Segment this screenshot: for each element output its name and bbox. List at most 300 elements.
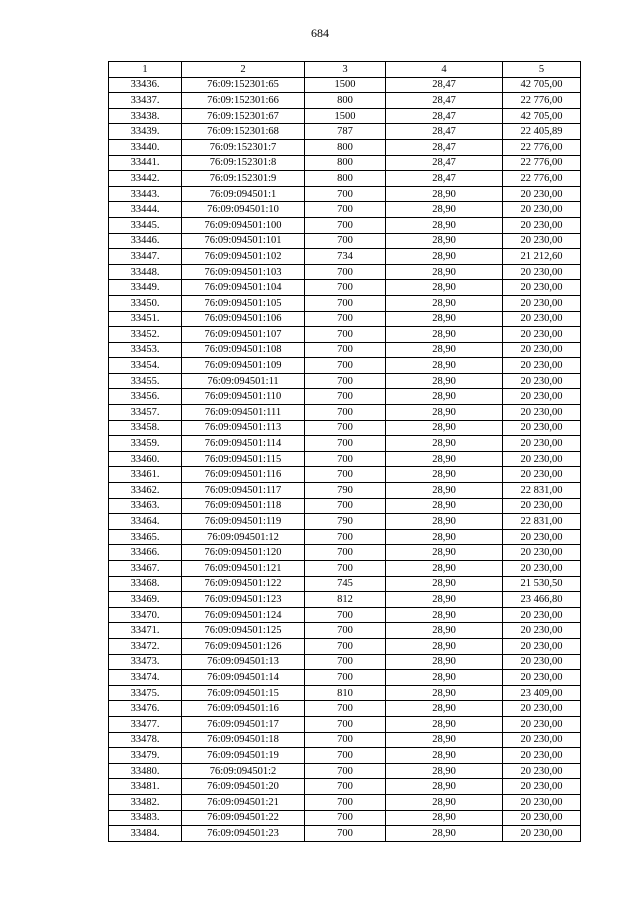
rate-cell: 28,90 xyxy=(386,498,503,514)
area-cell: 700 xyxy=(305,826,386,842)
cadastral-number-cell: 76:09:094501:124 xyxy=(182,607,305,623)
cadastral-number-cell: 76:09:094501:17 xyxy=(182,716,305,732)
amount-cell: 20 230,00 xyxy=(503,748,581,764)
amount-cell: 20 230,00 xyxy=(503,763,581,779)
cadastral-number-cell: 76:09:094501:22 xyxy=(182,810,305,826)
cadastral-number-cell: 76:09:094501:19 xyxy=(182,748,305,764)
table-row xyxy=(109,389,581,405)
amount-cell: 20 230,00 xyxy=(503,186,581,202)
table-row xyxy=(109,810,581,826)
area-cell: 700 xyxy=(305,623,386,639)
amount-cell: 20 230,00 xyxy=(503,826,581,842)
amount-cell: 20 230,00 xyxy=(503,654,581,670)
amount-cell: 20 230,00 xyxy=(503,545,581,561)
amount-cell: 20 230,00 xyxy=(503,561,581,577)
row-number-cell: 33444. xyxy=(109,202,182,218)
area-cell: 700 xyxy=(305,264,386,280)
row-number-cell: 33481. xyxy=(109,779,182,795)
rate-cell: 28,90 xyxy=(386,483,503,499)
area-cell: 700 xyxy=(305,670,386,686)
cadastral-number-cell: 76:09:152301:8 xyxy=(182,155,305,171)
area-cell: 700 xyxy=(305,748,386,764)
cadastral-number-cell: 76:09:094501:102 xyxy=(182,249,305,265)
row-number-cell: 33461. xyxy=(109,467,182,483)
table-row xyxy=(109,436,581,452)
rate-cell: 28,90 xyxy=(386,654,503,670)
column-header: 5 xyxy=(503,62,581,78)
rate-cell: 28,90 xyxy=(386,202,503,218)
rate-cell: 28,90 xyxy=(386,264,503,280)
amount-cell: 22 776,00 xyxy=(503,93,581,109)
row-number-cell: 33437. xyxy=(109,93,182,109)
amount-cell: 20 230,00 xyxy=(503,529,581,545)
cadastral-number-cell: 76:09:094501:20 xyxy=(182,779,305,795)
area-cell: 700 xyxy=(305,716,386,732)
row-number-cell: 33468. xyxy=(109,576,182,592)
table-row xyxy=(109,124,581,140)
cadastral-number-cell: 76:09:152301:66 xyxy=(182,93,305,109)
row-number-cell: 33460. xyxy=(109,451,182,467)
rate-cell: 28,90 xyxy=(386,592,503,608)
amount-cell: 20 230,00 xyxy=(503,467,581,483)
data-table xyxy=(108,61,581,842)
rate-cell: 28,90 xyxy=(386,607,503,623)
amount-cell: 20 230,00 xyxy=(503,202,581,218)
area-cell: 700 xyxy=(305,202,386,218)
cadastral-number-cell: 76:09:094501:123 xyxy=(182,592,305,608)
rate-cell: 28,90 xyxy=(386,779,503,795)
row-number-cell: 33483. xyxy=(109,810,182,826)
amount-cell: 20 230,00 xyxy=(503,280,581,296)
area-cell: 800 xyxy=(305,139,386,155)
area-cell: 700 xyxy=(305,638,386,654)
row-number-cell: 33466. xyxy=(109,545,182,561)
row-number-cell: 33476. xyxy=(109,701,182,717)
area-cell: 700 xyxy=(305,420,386,436)
row-number-cell: 33462. xyxy=(109,483,182,499)
rate-cell: 28,90 xyxy=(386,295,503,311)
row-number-cell: 33439. xyxy=(109,124,182,140)
amount-cell: 20 230,00 xyxy=(503,451,581,467)
table-row xyxy=(109,358,581,374)
cadastral-number-cell: 76:09:094501:21 xyxy=(182,794,305,810)
table-row xyxy=(109,748,581,764)
table-row xyxy=(109,779,581,795)
table-row xyxy=(109,139,581,155)
cadastral-number-cell: 76:09:094501:107 xyxy=(182,327,305,343)
table-row xyxy=(109,280,581,296)
cadastral-number-cell: 76:09:094501:101 xyxy=(182,233,305,249)
row-number-cell: 33442. xyxy=(109,171,182,187)
amount-cell: 20 230,00 xyxy=(503,623,581,639)
page-number: 684 xyxy=(311,26,329,40)
area-cell: 800 xyxy=(305,93,386,109)
amount-cell: 20 230,00 xyxy=(503,389,581,405)
amount-cell: 42 705,00 xyxy=(503,108,581,124)
row-number-cell: 33458. xyxy=(109,420,182,436)
amount-cell: 20 230,00 xyxy=(503,794,581,810)
area-cell: 787 xyxy=(305,124,386,140)
row-number-cell: 33441. xyxy=(109,155,182,171)
table-header-row xyxy=(109,62,581,78)
table-row xyxy=(109,701,581,717)
rate-cell: 28,90 xyxy=(386,249,503,265)
amount-cell: 20 230,00 xyxy=(503,607,581,623)
amount-cell: 23 466,80 xyxy=(503,592,581,608)
cadastral-number-cell: 76:09:094501:23 xyxy=(182,826,305,842)
area-cell: 700 xyxy=(305,810,386,826)
row-number-cell: 33457. xyxy=(109,405,182,421)
rate-cell: 28,90 xyxy=(386,701,503,717)
cadastral-number-cell: 76:09:094501:119 xyxy=(182,514,305,530)
column-header: 4 xyxy=(386,62,503,78)
rate-cell: 28,90 xyxy=(386,280,503,296)
table-row xyxy=(109,514,581,530)
amount-cell: 22 405,89 xyxy=(503,124,581,140)
cadastral-number-cell: 76:09:094501:11 xyxy=(182,373,305,389)
area-cell: 810 xyxy=(305,685,386,701)
rate-cell: 28,47 xyxy=(386,155,503,171)
row-number-cell: 33449. xyxy=(109,280,182,296)
rate-cell: 28,90 xyxy=(386,405,503,421)
cadastral-number-cell: 76:09:094501:104 xyxy=(182,280,305,296)
rate-cell: 28,90 xyxy=(386,794,503,810)
table-row xyxy=(109,826,581,842)
table-row xyxy=(109,498,581,514)
cadastral-number-cell: 76:09:094501:122 xyxy=(182,576,305,592)
cadastral-number-cell: 76:09:094501:126 xyxy=(182,638,305,654)
cadastral-number-cell: 76:09:152301:68 xyxy=(182,124,305,140)
table-row xyxy=(109,217,581,233)
row-number-cell: 33452. xyxy=(109,327,182,343)
area-cell: 700 xyxy=(305,436,386,452)
area-cell: 700 xyxy=(305,607,386,623)
amount-cell: 20 230,00 xyxy=(503,638,581,654)
cadastral-number-cell: 76:09:094501:105 xyxy=(182,295,305,311)
table-row xyxy=(109,108,581,124)
table-row xyxy=(109,155,581,171)
cadastral-number-cell: 76:09:094501:18 xyxy=(182,732,305,748)
area-cell: 700 xyxy=(305,342,386,358)
rate-cell: 28,90 xyxy=(386,358,503,374)
table-row xyxy=(109,295,581,311)
row-number-cell: 33474. xyxy=(109,670,182,686)
area-cell: 700 xyxy=(305,295,386,311)
amount-cell: 20 230,00 xyxy=(503,498,581,514)
area-cell: 700 xyxy=(305,763,386,779)
cadastral-number-cell: 76:09:094501:15 xyxy=(182,685,305,701)
cadastral-number-cell: 76:09:094501:125 xyxy=(182,623,305,639)
row-number-cell: 33447. xyxy=(109,249,182,265)
amount-cell: 20 230,00 xyxy=(503,810,581,826)
rate-cell: 28,90 xyxy=(386,451,503,467)
table-row xyxy=(109,670,581,686)
table-row xyxy=(109,654,581,670)
table-row xyxy=(109,623,581,639)
rate-cell: 28,90 xyxy=(386,576,503,592)
amount-cell: 42 705,00 xyxy=(503,77,581,93)
cadastral-number-cell: 76:09:094501:13 xyxy=(182,654,305,670)
rate-cell: 28,90 xyxy=(386,638,503,654)
area-cell: 700 xyxy=(305,311,386,327)
area-cell: 700 xyxy=(305,280,386,296)
row-number-cell: 33459. xyxy=(109,436,182,452)
area-cell: 700 xyxy=(305,451,386,467)
row-number-cell: 33465. xyxy=(109,529,182,545)
row-number-cell: 33455. xyxy=(109,373,182,389)
rate-cell: 28,90 xyxy=(386,685,503,701)
row-number-cell: 33453. xyxy=(109,342,182,358)
row-number-cell: 33482. xyxy=(109,794,182,810)
row-number-cell: 33451. xyxy=(109,311,182,327)
column-header: 3 xyxy=(305,62,386,78)
row-number-cell: 33471. xyxy=(109,623,182,639)
table-row xyxy=(109,732,581,748)
rate-cell: 28,90 xyxy=(386,561,503,577)
row-number-cell: 33478. xyxy=(109,732,182,748)
cadastral-number-cell: 76:09:094501:111 xyxy=(182,405,305,421)
row-number-cell: 33446. xyxy=(109,233,182,249)
row-number-cell: 33475. xyxy=(109,685,182,701)
table-row xyxy=(109,171,581,187)
cadastral-number-cell: 76:09:094501:120 xyxy=(182,545,305,561)
row-number-cell: 33450. xyxy=(109,295,182,311)
cadastral-number-cell: 76:09:094501:10 xyxy=(182,202,305,218)
rate-cell: 28,90 xyxy=(386,342,503,358)
row-number-cell: 33479. xyxy=(109,748,182,764)
cadastral-number-cell: 76:09:094501:108 xyxy=(182,342,305,358)
table-row xyxy=(109,93,581,109)
area-cell: 700 xyxy=(305,561,386,577)
area-cell: 745 xyxy=(305,576,386,592)
area-cell: 700 xyxy=(305,794,386,810)
table-row xyxy=(109,545,581,561)
amount-cell: 20 230,00 xyxy=(503,732,581,748)
row-number-cell: 33464. xyxy=(109,514,182,530)
amount-cell: 20 230,00 xyxy=(503,420,581,436)
rate-cell: 28,47 xyxy=(386,108,503,124)
amount-cell: 22 776,00 xyxy=(503,155,581,171)
cadastral-number-cell: 76:09:152301:9 xyxy=(182,171,305,187)
area-cell: 700 xyxy=(305,217,386,233)
area-cell: 700 xyxy=(305,186,386,202)
table-row xyxy=(109,638,581,654)
rate-cell: 28,90 xyxy=(386,716,503,732)
rate-cell: 28,90 xyxy=(386,186,503,202)
row-number-cell: 33484. xyxy=(109,826,182,842)
cadastral-number-cell: 76:09:094501:121 xyxy=(182,561,305,577)
area-cell: 700 xyxy=(305,405,386,421)
area-cell: 700 xyxy=(305,779,386,795)
rate-cell: 28,90 xyxy=(386,545,503,561)
table-row xyxy=(109,794,581,810)
table-row xyxy=(109,233,581,249)
cadastral-number-cell: 76:09:152301:65 xyxy=(182,77,305,93)
amount-cell: 20 230,00 xyxy=(503,373,581,389)
row-number-cell: 33436. xyxy=(109,77,182,93)
cadastral-number-cell: 76:09:094501:110 xyxy=(182,389,305,405)
row-number-cell: 33473. xyxy=(109,654,182,670)
rate-cell: 28,90 xyxy=(386,217,503,233)
area-cell: 700 xyxy=(305,701,386,717)
rate-cell: 28,47 xyxy=(386,77,503,93)
rate-cell: 28,90 xyxy=(386,826,503,842)
table-row xyxy=(109,483,581,499)
rate-cell: 28,90 xyxy=(386,327,503,343)
amount-cell: 20 230,00 xyxy=(503,779,581,795)
cadastral-number-cell: 76:09:094501:106 xyxy=(182,311,305,327)
cadastral-number-cell: 76:09:094501:115 xyxy=(182,451,305,467)
amount-cell: 23 409,00 xyxy=(503,685,581,701)
row-number-cell: 33467. xyxy=(109,561,182,577)
area-cell: 1500 xyxy=(305,77,386,93)
table-row xyxy=(109,311,581,327)
row-number-cell: 33470. xyxy=(109,607,182,623)
table-row xyxy=(109,763,581,779)
rate-cell: 28,90 xyxy=(386,732,503,748)
table-row xyxy=(109,405,581,421)
cadastral-number-cell: 76:09:094501:12 xyxy=(182,529,305,545)
row-number-cell: 33477. xyxy=(109,716,182,732)
table-row xyxy=(109,607,581,623)
cadastral-number-cell: 76:09:094501:103 xyxy=(182,264,305,280)
amount-cell: 22 831,00 xyxy=(503,483,581,499)
rate-cell: 28,90 xyxy=(386,810,503,826)
rate-cell: 28,90 xyxy=(386,623,503,639)
table-row xyxy=(109,373,581,389)
row-number-cell: 33454. xyxy=(109,358,182,374)
table-row xyxy=(109,576,581,592)
row-number-cell: 33463. xyxy=(109,498,182,514)
table-row xyxy=(109,264,581,280)
rate-cell: 28,90 xyxy=(386,670,503,686)
rate-cell: 28,90 xyxy=(386,529,503,545)
amount-cell: 20 230,00 xyxy=(503,233,581,249)
row-number-cell: 33440. xyxy=(109,139,182,155)
cadastral-number-cell: 76:09:094501:117 xyxy=(182,483,305,499)
area-cell: 700 xyxy=(305,233,386,249)
table-row xyxy=(109,685,581,701)
cadastral-number-cell: 76:09:094501:2 xyxy=(182,763,305,779)
area-cell: 1500 xyxy=(305,108,386,124)
amount-cell: 20 230,00 xyxy=(503,716,581,732)
rate-cell: 28,90 xyxy=(386,389,503,405)
rate-cell: 28,47 xyxy=(386,139,503,155)
table-row xyxy=(109,529,581,545)
area-cell: 734 xyxy=(305,249,386,265)
rate-cell: 28,90 xyxy=(386,763,503,779)
table-row xyxy=(109,342,581,358)
area-cell: 700 xyxy=(305,373,386,389)
area-cell: 812 xyxy=(305,592,386,608)
table-row xyxy=(109,420,581,436)
rate-cell: 28,90 xyxy=(386,467,503,483)
area-cell: 700 xyxy=(305,327,386,343)
area-cell: 700 xyxy=(305,389,386,405)
amount-cell: 22 831,00 xyxy=(503,514,581,530)
rate-cell: 28,47 xyxy=(386,93,503,109)
amount-cell: 20 230,00 xyxy=(503,342,581,358)
rate-cell: 28,90 xyxy=(386,420,503,436)
area-cell: 700 xyxy=(305,545,386,561)
rate-cell: 28,47 xyxy=(386,124,503,140)
amount-cell: 20 230,00 xyxy=(503,670,581,686)
rate-cell: 28,47 xyxy=(386,171,503,187)
amount-cell: 20 230,00 xyxy=(503,264,581,280)
table-row xyxy=(109,451,581,467)
area-cell: 790 xyxy=(305,514,386,530)
amount-cell: 20 230,00 xyxy=(503,701,581,717)
amount-cell: 21 212,60 xyxy=(503,249,581,265)
table-row xyxy=(109,249,581,265)
cadastral-number-cell: 76:09:094501:118 xyxy=(182,498,305,514)
amount-cell: 20 230,00 xyxy=(503,295,581,311)
area-cell: 700 xyxy=(305,498,386,514)
area-cell: 700 xyxy=(305,529,386,545)
table-row xyxy=(109,77,581,93)
rate-cell: 28,90 xyxy=(386,311,503,327)
area-cell: 700 xyxy=(305,654,386,670)
row-number-cell: 33443. xyxy=(109,186,182,202)
table-body xyxy=(109,77,581,841)
cadastral-number-cell: 76:09:152301:67 xyxy=(182,108,305,124)
area-cell: 800 xyxy=(305,155,386,171)
table-row xyxy=(109,327,581,343)
column-header: 1 xyxy=(109,62,182,78)
amount-cell: 20 230,00 xyxy=(503,327,581,343)
cadastral-number-cell: 76:09:094501:109 xyxy=(182,358,305,374)
row-number-cell: 33456. xyxy=(109,389,182,405)
area-cell: 700 xyxy=(305,358,386,374)
table-row xyxy=(109,186,581,202)
row-number-cell: 33445. xyxy=(109,217,182,233)
amount-cell: 21 530,50 xyxy=(503,576,581,592)
column-header: 2 xyxy=(182,62,305,78)
rate-cell: 28,90 xyxy=(386,233,503,249)
cadastral-number-cell: 76:09:094501:113 xyxy=(182,420,305,436)
cadastral-number-cell: 76:09:094501:100 xyxy=(182,217,305,233)
amount-cell: 20 230,00 xyxy=(503,358,581,374)
area-cell: 790 xyxy=(305,483,386,499)
table-row xyxy=(109,202,581,218)
rate-cell: 28,90 xyxy=(386,436,503,452)
area-cell: 800 xyxy=(305,171,386,187)
cadastral-number-cell: 76:09:094501:14 xyxy=(182,670,305,686)
cadastral-number-cell: 76:09:094501:16 xyxy=(182,701,305,717)
area-cell: 700 xyxy=(305,732,386,748)
cadastral-number-cell: 76:09:152301:7 xyxy=(182,139,305,155)
area-cell: 700 xyxy=(305,467,386,483)
cadastral-number-cell: 76:09:094501:114 xyxy=(182,436,305,452)
rate-cell: 28,90 xyxy=(386,514,503,530)
rate-cell: 28,90 xyxy=(386,373,503,389)
row-number-cell: 33480. xyxy=(109,763,182,779)
row-number-cell: 33448. xyxy=(109,264,182,280)
table-row xyxy=(109,592,581,608)
row-number-cell: 33472. xyxy=(109,638,182,654)
amount-cell: 20 230,00 xyxy=(503,405,581,421)
cadastral-number-cell: 76:09:094501:1 xyxy=(182,186,305,202)
table-row xyxy=(109,467,581,483)
amount-cell: 22 776,00 xyxy=(503,139,581,155)
rate-cell: 28,90 xyxy=(386,748,503,764)
table-row xyxy=(109,716,581,732)
table-row xyxy=(109,561,581,577)
row-number-cell: 33438. xyxy=(109,108,182,124)
amount-cell: 20 230,00 xyxy=(503,217,581,233)
amount-cell: 20 230,00 xyxy=(503,436,581,452)
amount-cell: 20 230,00 xyxy=(503,311,581,327)
